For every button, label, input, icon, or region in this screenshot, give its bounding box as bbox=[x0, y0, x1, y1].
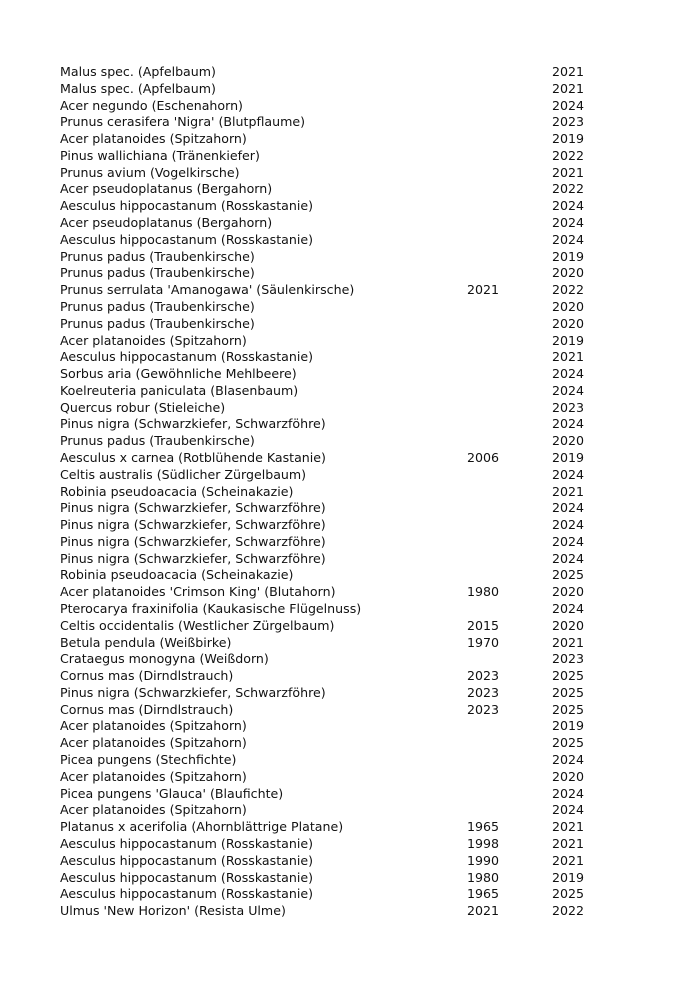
table-row bbox=[60, 870, 590, 887]
table-row bbox=[60, 215, 590, 232]
year-cell: 2025 bbox=[552, 886, 585, 902]
tree-species-cell: Pinus nigra (Schwarzkiefer, Schwarzföhre) bbox=[60, 550, 326, 566]
year-cell: 2020 bbox=[552, 265, 585, 281]
tree-species-cell: Acer negundo (Eschenahorn) bbox=[60, 97, 243, 113]
year-cell: 2019 bbox=[552, 718, 585, 734]
planting-year-cell: 1965 bbox=[467, 886, 500, 902]
table-row bbox=[60, 668, 590, 685]
table-row bbox=[60, 735, 590, 752]
tree-species-cell: Prunus serrulata 'Amanogawa' (Säulenkirsche) bbox=[60, 282, 355, 298]
year-cell: 2024 bbox=[552, 601, 585, 616]
year-cell: 2019 bbox=[552, 332, 585, 348]
tree-species-cell: Aesculus hippocastanum (Rosskastanie) bbox=[60, 835, 313, 851]
table-row bbox=[60, 181, 590, 198]
table-row bbox=[60, 651, 590, 668]
planting-year-cell: 2023 bbox=[467, 701, 500, 717]
table-row bbox=[60, 349, 590, 366]
tree-species-cell: Acer platanoides (Spitzahorn) bbox=[60, 735, 247, 751]
tree-species-cell: Acer platanoides (Spitzahorn) bbox=[60, 131, 247, 147]
planting-year-cell: 1965 bbox=[467, 819, 500, 835]
tree-species-cell: Cornus mas (Dirndlstrauch) bbox=[60, 668, 234, 684]
tree-species-cell: Cornus mas (Dirndlstrauch) bbox=[60, 701, 234, 717]
table-row bbox=[60, 853, 590, 870]
year-cell: 2020 bbox=[552, 617, 585, 633]
table-row bbox=[60, 601, 590, 618]
year-cell: 2022 bbox=[552, 181, 585, 197]
year-cell: 2024 bbox=[552, 533, 585, 549]
tree-species-cell: Prunus cerasifera 'Nigra' (Blutpflaume) bbox=[60, 114, 306, 130]
tree-species-cell: Malus spec. (Apfelbaum) bbox=[60, 80, 216, 96]
tree-species-cell: Pinus nigra (Schwarzkiefer, Schwarzföhre) bbox=[60, 533, 326, 549]
tree-species-cell: Aesculus hippocastanum (Rosskastanie) bbox=[60, 198, 313, 214]
tree-species-cell: Pinus nigra (Schwarzkiefer, Schwarzföhre) bbox=[60, 517, 326, 533]
table-row bbox=[60, 316, 590, 333]
tree-species-cell: Aesculus hippocastanum (Rosskastanie) bbox=[60, 349, 313, 365]
table-row bbox=[60, 467, 590, 484]
table-row bbox=[60, 903, 590, 920]
tree-species-cell: Aesculus hippocastanum (Rosskastanie) bbox=[60, 886, 313, 902]
year-cell: 2024 bbox=[552, 382, 585, 398]
year-cell: 2019 bbox=[552, 449, 585, 465]
table-row bbox=[60, 282, 590, 299]
year-cell: 2025 bbox=[552, 735, 585, 751]
table-row bbox=[60, 165, 590, 182]
tree-species-cell: Quercus robur (Stieleiche) bbox=[60, 399, 226, 415]
tree-species-cell: Acer platanoides (Spitzahorn) bbox=[60, 802, 247, 818]
tree-species-cell: Ulmus 'New Horizon' (Resista Ulme) bbox=[60, 903, 286, 919]
year-cell: 2021 bbox=[552, 164, 585, 180]
table-row bbox=[60, 786, 590, 803]
planting-year-cell: 2023 bbox=[467, 684, 500, 700]
year-cell: 2019 bbox=[552, 131, 585, 147]
year-cell: 2024 bbox=[552, 550, 585, 566]
year-cell: 2021 bbox=[552, 64, 585, 79]
table-row bbox=[60, 400, 590, 417]
table-row bbox=[60, 635, 590, 652]
year-cell: 2021 bbox=[552, 852, 585, 868]
table-row bbox=[60, 148, 590, 165]
tree-table bbox=[60, 64, 590, 920]
tree-species-cell: Pinus nigra (Schwarzkiefer, Schwarzföhre) bbox=[60, 500, 326, 516]
table-row bbox=[60, 433, 590, 450]
table-row bbox=[60, 567, 590, 584]
year-cell: 2019 bbox=[552, 248, 585, 264]
tree-species-cell: Pinus nigra (Schwarzkiefer, Schwarzföhre) bbox=[60, 684, 326, 700]
table-row bbox=[60, 265, 590, 282]
year-cell: 2023 bbox=[552, 114, 585, 130]
tree-species-cell: Robinia pseudoacacia (Scheinakazie) bbox=[60, 567, 294, 583]
table-row bbox=[60, 517, 590, 534]
planting-year-cell: 2015 bbox=[467, 617, 500, 633]
table-row bbox=[60, 131, 590, 148]
table-row bbox=[60, 249, 590, 266]
table-row bbox=[60, 685, 590, 702]
table-row bbox=[60, 886, 590, 903]
year-cell: 2024 bbox=[552, 231, 585, 247]
year-cell: 2024 bbox=[552, 785, 585, 801]
year-cell: 2021 bbox=[552, 634, 585, 650]
year-cell: 2022 bbox=[552, 147, 585, 163]
year-cell: 2021 bbox=[552, 80, 585, 96]
planting-year-cell: 1980 bbox=[467, 584, 500, 600]
table-row bbox=[60, 81, 590, 98]
tree-species-cell: Prunus padus (Traubenkirsche) bbox=[60, 265, 255, 281]
tree-species-cell: Robinia pseudoacacia (Scheinakazie) bbox=[60, 483, 294, 499]
tree-species-cell: Aesculus hippocastanum (Rosskastanie) bbox=[60, 869, 313, 885]
planting-year-cell: 2023 bbox=[467, 668, 500, 684]
tree-species-cell: Acer platanoides (Spitzahorn) bbox=[60, 768, 247, 784]
year-cell: 2019 bbox=[552, 869, 585, 885]
tree-species-cell: Picea pungens (Stechfichte) bbox=[60, 752, 237, 768]
table-row bbox=[60, 416, 590, 433]
table-row bbox=[60, 333, 590, 350]
table-row bbox=[60, 484, 590, 501]
year-cell: 2020 bbox=[552, 584, 585, 600]
tree-species-cell: Celtis occidentalis (Westlicher Zürgelbaum) bbox=[60, 617, 335, 633]
tree-species-cell: Pinus wallichiana (Tränenkiefer) bbox=[60, 147, 260, 163]
year-cell: 2023 bbox=[552, 651, 585, 667]
tree-species-cell: Picea pungens 'Glauca' (Blaufichte) bbox=[60, 785, 284, 801]
tree-species-cell: Crataegus monogyna (Weißdorn) bbox=[60, 651, 269, 667]
table-row bbox=[60, 618, 590, 635]
planting-year-cell: 1990 bbox=[467, 852, 500, 868]
year-cell: 2024 bbox=[552, 802, 585, 818]
tree-species-cell: Acer pseudoplatanus (Bergahorn) bbox=[60, 181, 273, 197]
tree-species-cell: Platanus x acerifolia (Ahornblättrige Platane) bbox=[60, 819, 344, 835]
year-cell: 2020 bbox=[552, 298, 585, 314]
year-cell: 2024 bbox=[552, 752, 585, 768]
tree-species-cell: Pinus nigra (Schwarzkiefer, Schwarzföhre) bbox=[60, 416, 326, 432]
year-cell: 2025 bbox=[552, 668, 585, 684]
table-row bbox=[60, 802, 590, 819]
tree-species-cell: Acer pseudoplatanus (Bergahorn) bbox=[60, 215, 273, 231]
year-cell: 2024 bbox=[552, 198, 585, 214]
tree-species-cell: Aesculus hippocastanum (Rosskastanie) bbox=[60, 231, 313, 247]
table-row bbox=[60, 752, 590, 769]
year-cell: 2024 bbox=[552, 517, 585, 533]
year-cell: 2021 bbox=[552, 819, 585, 835]
table-row bbox=[60, 702, 590, 719]
table-row bbox=[60, 500, 590, 517]
tree-species-cell: Sorbus aria (Gewöhnliche Mehlbeere) bbox=[60, 366, 297, 382]
planting-year-cell: 2021 bbox=[467, 903, 500, 919]
year-cell: 2021 bbox=[552, 835, 585, 851]
year-cell: 2020 bbox=[552, 768, 585, 784]
tree-species-cell: Prunus padus (Traubenkirsche) bbox=[60, 298, 255, 314]
tree-species-cell: Prunus padus (Traubenkirsche) bbox=[60, 248, 255, 264]
table-row bbox=[60, 450, 590, 467]
year-cell: 2022 bbox=[552, 903, 585, 919]
year-cell: 2024 bbox=[552, 466, 585, 482]
table-row bbox=[60, 114, 590, 131]
year-cell: 2023 bbox=[552, 399, 585, 415]
year-cell: 2021 bbox=[552, 483, 585, 499]
tree-species-cell: Prunus avium (Vogelkirsche) bbox=[60, 164, 240, 180]
tree-species-cell: Aesculus hippocastanum (Rosskastanie) bbox=[60, 852, 313, 868]
tree-species-cell: Betula pendula (Weißbirke) bbox=[60, 634, 232, 650]
tree-species-cell: Aesculus x carnea (Rotblühende Kastanie) bbox=[60, 449, 326, 465]
year-cell: 2025 bbox=[552, 567, 585, 583]
table-row bbox=[60, 299, 590, 316]
tree-species-cell: Pterocarya fraxinifolia (Kaukasische Flügelnuss) bbox=[60, 601, 362, 616]
year-cell: 2024 bbox=[552, 97, 585, 113]
planting-year-cell: 1980 bbox=[467, 869, 500, 885]
tree-species-cell: Acer platanoides (Spitzahorn) bbox=[60, 718, 247, 734]
year-cell: 2024 bbox=[552, 366, 585, 382]
planting-year-cell: 1970 bbox=[467, 634, 500, 650]
year-cell: 2024 bbox=[552, 416, 585, 432]
table-row bbox=[60, 718, 590, 735]
tree-species-cell: Acer platanoides 'Crimson King' (Blutahorn) bbox=[60, 584, 336, 600]
table-row bbox=[60, 366, 590, 383]
tree-species-cell: Prunus padus (Traubenkirsche) bbox=[60, 315, 255, 331]
table-row bbox=[60, 198, 590, 215]
table-row bbox=[60, 836, 590, 853]
tree-species-cell: Celtis australis (Südlicher Zürgelbaum) bbox=[60, 466, 307, 482]
year-cell: 2022 bbox=[552, 282, 585, 298]
planting-year-cell: 2006 bbox=[467, 449, 500, 465]
tree-species-cell: Prunus padus (Traubenkirsche) bbox=[60, 433, 255, 449]
planting-year-cell: 1998 bbox=[467, 835, 500, 851]
year-cell: 2024 bbox=[552, 215, 585, 231]
table-row bbox=[60, 64, 590, 81]
year-cell: 2024 bbox=[552, 500, 585, 516]
table-row bbox=[60, 819, 590, 836]
table-row bbox=[60, 769, 590, 786]
year-cell: 2025 bbox=[552, 684, 585, 700]
tree-species-cell: Acer platanoides (Spitzahorn) bbox=[60, 332, 247, 348]
table-row bbox=[60, 534, 590, 551]
year-cell: 2020 bbox=[552, 433, 585, 449]
year-cell: 2021 bbox=[552, 349, 585, 365]
tree-species-cell: Malus spec. (Apfelbaum) bbox=[60, 64, 216, 79]
table-row bbox=[60, 551, 590, 568]
year-cell: 2020 bbox=[552, 315, 585, 331]
table-row bbox=[60, 98, 590, 115]
table-row bbox=[60, 584, 590, 601]
planting-year-cell: 2021 bbox=[467, 282, 500, 298]
tree-species-cell: Koelreuteria paniculata (Blasenbaum) bbox=[60, 382, 299, 398]
table-row bbox=[60, 232, 590, 249]
year-cell: 2025 bbox=[552, 701, 585, 717]
table-row bbox=[60, 383, 590, 400]
